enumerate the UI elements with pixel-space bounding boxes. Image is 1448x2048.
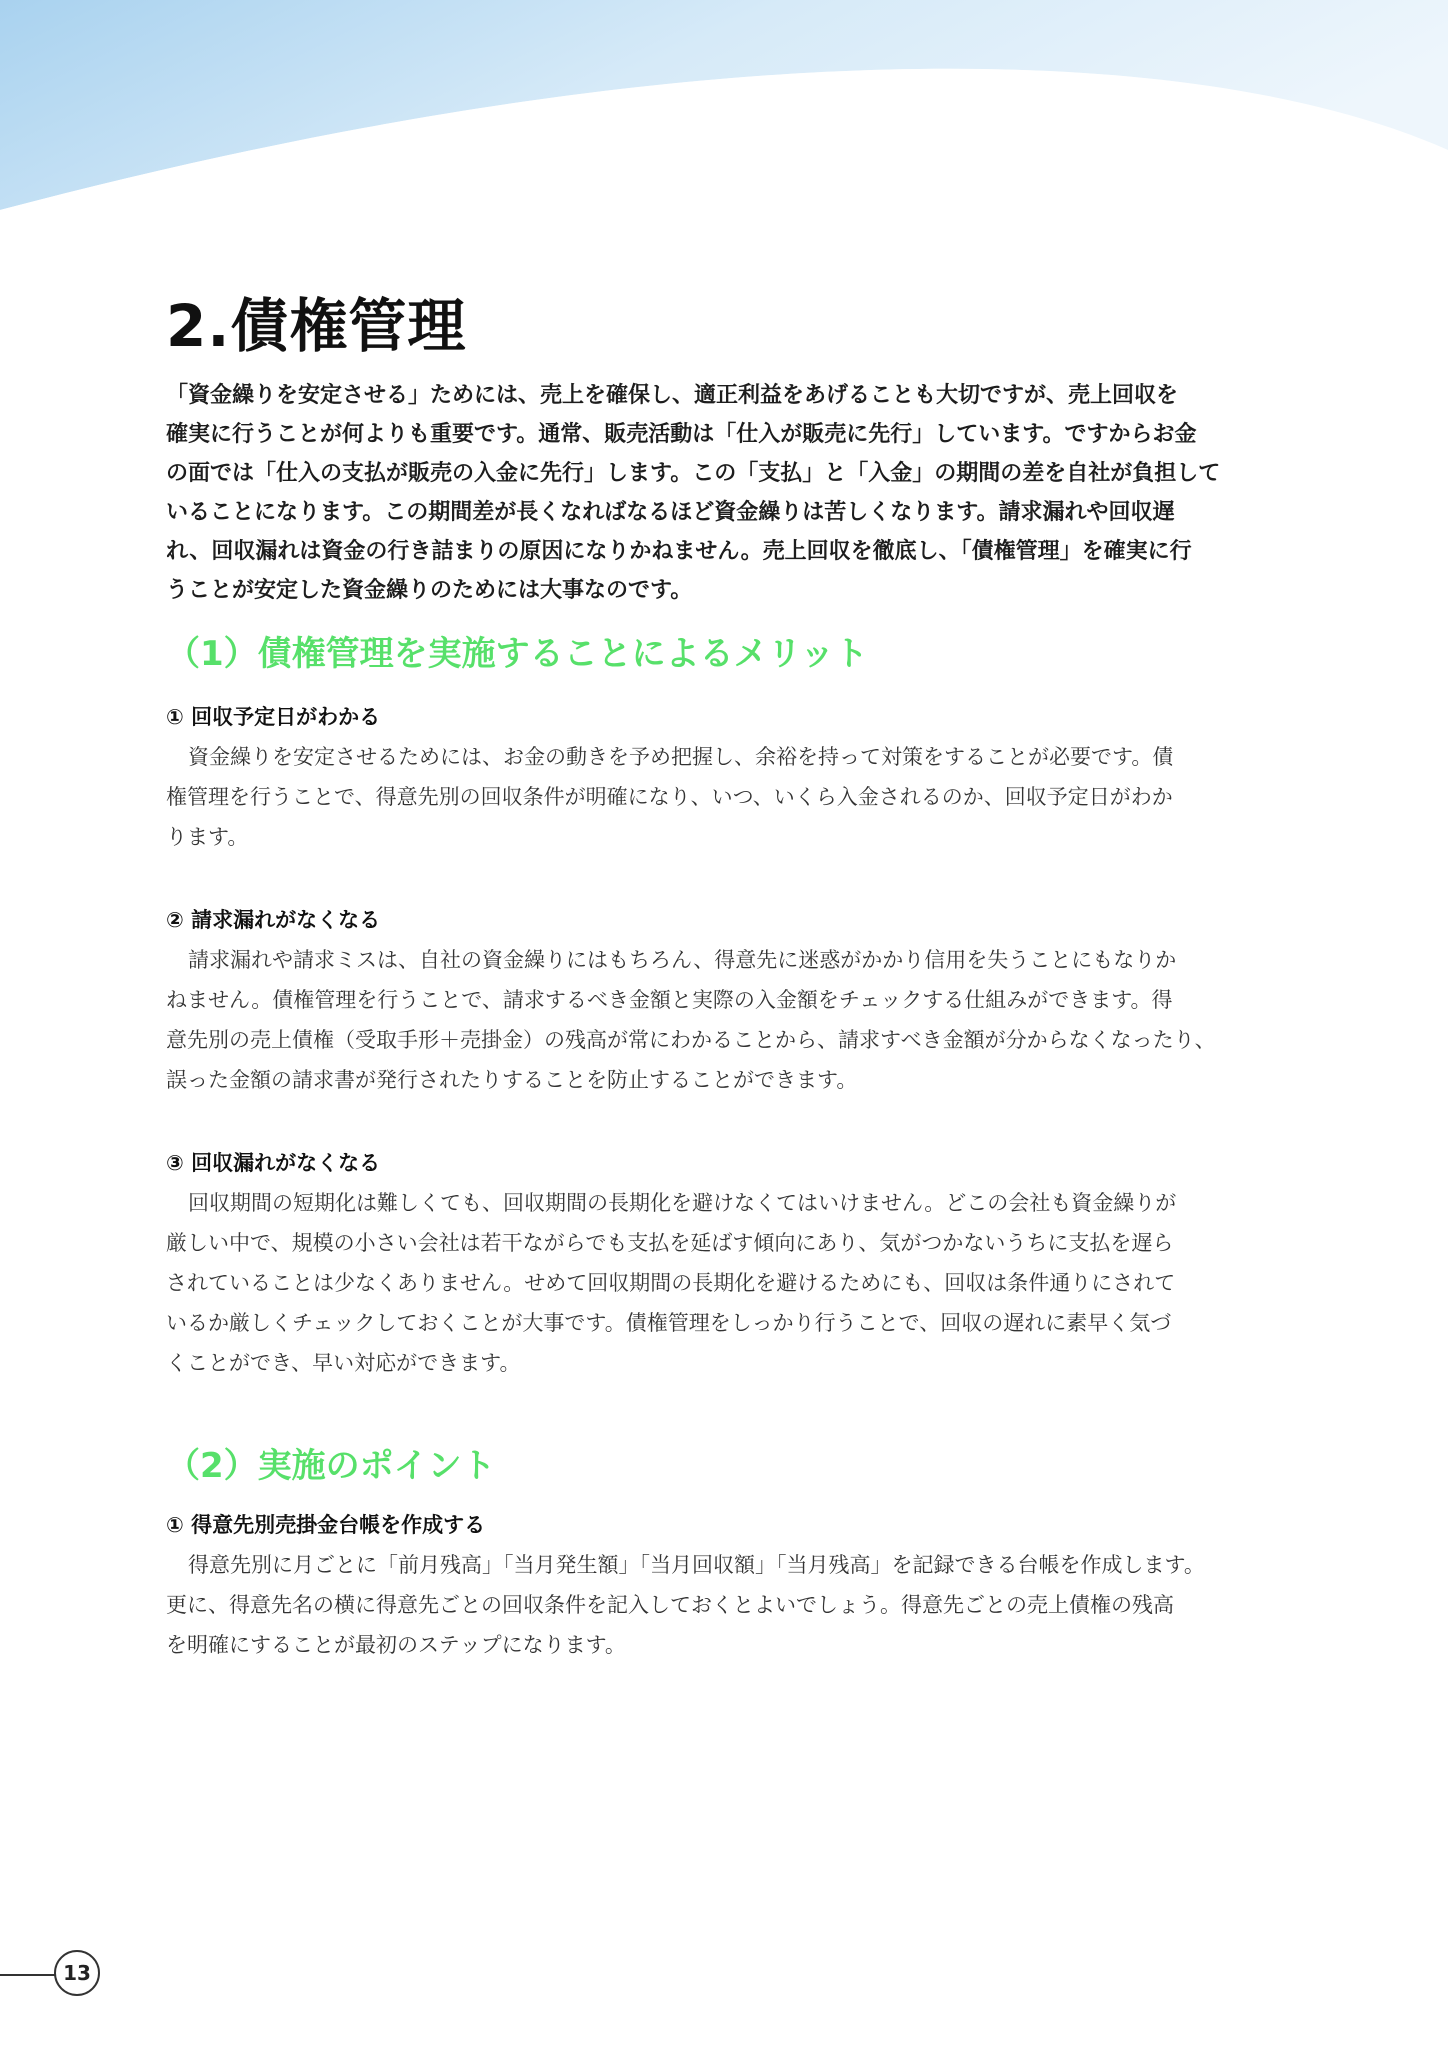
paragraph-line: 資金繰りを安定させるためには、お金の動きを予め把握し、余裕を持って対策をすることが必要です。債	[188, 745, 1174, 769]
paragraph-line: いるか厳しくチェックしておくことが大事です。債権管理をしっかり行うことで、回収の遅れに素早く気づ	[166, 1311, 1172, 1335]
page-number-rule	[0, 1974, 56, 1976]
paragraph-line: 請求漏れや請求ミスは、自社の資金繰りにはもちろん、得意先に迷惑がかかり信用を失うことにもなりか	[188, 948, 1177, 972]
subheading-ledger: ① 得意先別売掛金台帳を作成する	[166, 1513, 486, 1537]
intro-line: 「資金繰りを安定させる」ためには、売上を確保し、適正利益をあげることも大切ですが、売上回収を	[166, 383, 1179, 408]
paragraph-line: くことができ、早い対応ができます。	[166, 1351, 521, 1375]
intro-line: うことが安定した資金繰りのためには大事なのです。	[166, 578, 693, 603]
subheading-no-missed-collection: ③ 回収漏れがなくなる	[166, 1151, 381, 1175]
intro-line: 確実に行うことが何よりも重要です。通常、販売活動は「仕入が販売に先行」しています。ですからお金	[166, 422, 1197, 447]
paragraph-line: 権管理を行うことで、得意先別の回収条件が明確になり、いつ、いくら入金されるのか、回収予定日がわか	[166, 785, 1173, 809]
paragraph-line: 更に、得意先名の横に得意先ごとの回収条件を記入しておくとよいでしょう。得意先ごとの売上債権の残高	[166, 1593, 1174, 1617]
intro-paragraph	[166, 376, 1282, 610]
intro-line: の面では「仕入の支払が販売の入金に先行」します。この「支払」と「入金」の期間の差を自社が負担して	[166, 461, 1221, 486]
paragraph-collection-date	[166, 737, 1282, 857]
subheading-no-missed-billing: ② 請求漏れがなくなる	[166, 908, 381, 932]
intro-line: れ、回収漏れは資金の行き詰まりの原因になりかねません。売上回収を徹底し、「債権管理」を確実に行	[166, 539, 1192, 564]
paragraph-line: 意先別の売上債権（受取手形＋売掛金）の残高が常にわかることから、請求すべき金額が分からなくなったり、	[166, 1028, 1216, 1052]
paragraph-no-missed-collection	[166, 1183, 1282, 1383]
paragraph-line: ります。	[166, 825, 249, 849]
page-title: 2.債権管理	[166, 292, 467, 360]
paragraph-line: 回収期間の短期化は難しくても、回収期間の長期化を避けなくてはいけません。どこの会社も資金繰りが	[188, 1191, 1177, 1215]
paragraph-line: されていることは少なくありません。せめて回収期間の長期化を避けるためにも、回収は条件通りにされて	[166, 1271, 1176, 1295]
paragraph-no-missed-billing	[166, 940, 1282, 1100]
paragraph-line: を明確にすることが最初のステップになります。	[166, 1633, 626, 1657]
intro-line: いることになります。この期間差が長くなればなるほど資金繰りは苦しくなります。請求漏れや回収遅	[166, 500, 1175, 525]
paragraph-line: 得意先別に月ごとに「前月残高」「当月発生額」「当月回収額」「当月残高」を記録できる台帳を作成します。	[188, 1553, 1205, 1577]
paragraph-line: 厳しい中で、規模の小さい会社は若干ながらでも支払を延ばす傾向にあり、気がつかないうちに支払を遅ら	[166, 1231, 1174, 1255]
paragraph-line: ねません。債権管理を行うことで、請求するべき金額と実際の入金額をチェックする仕組みができます。得	[166, 988, 1173, 1012]
paragraph-ledger	[166, 1545, 1282, 1665]
subheading-collection-date: ① 回収予定日がわかる	[166, 705, 381, 729]
page-number: 13	[54, 1950, 100, 1996]
paragraph-line: 誤った金額の請求書が発行されたりすることを防止することができます。	[166, 1068, 858, 1092]
header-wave-decoration	[0, 0, 1448, 240]
section-heading-merits: （1）債権管理を実施することによるメリット	[166, 634, 869, 674]
section-heading-points: （2）実施のポイント	[166, 1446, 496, 1486]
